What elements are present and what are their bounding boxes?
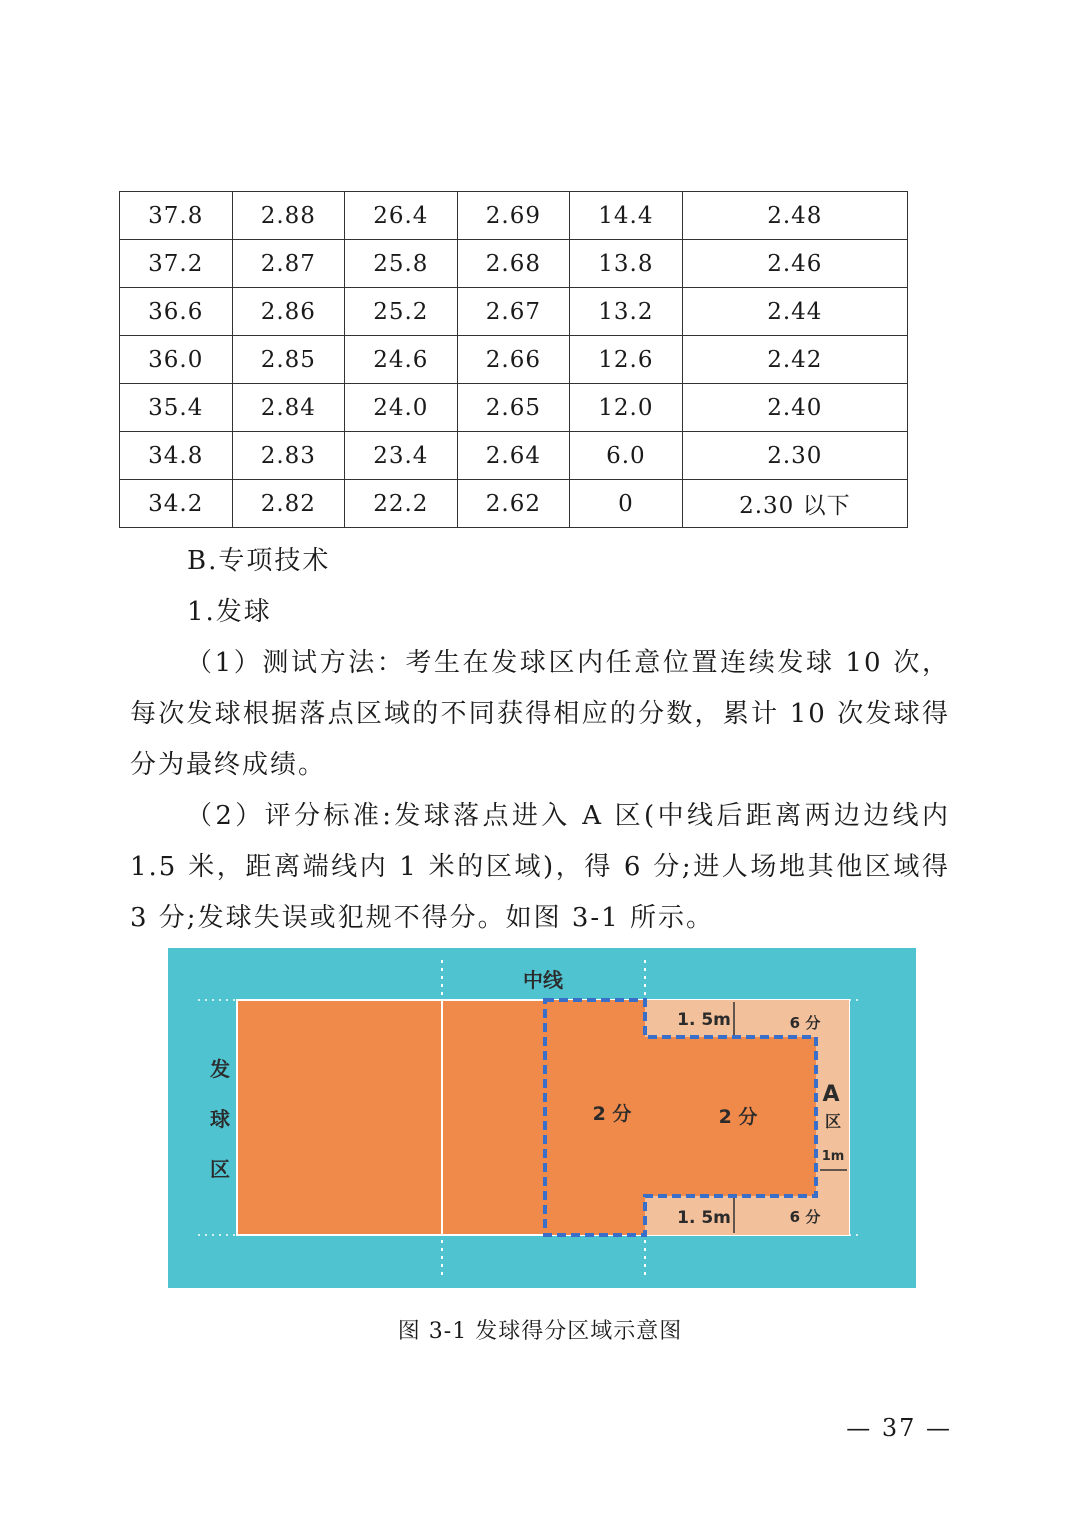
figure-caption: 图 3-1 发球得分区域示意图 [397, 1319, 683, 1344]
table-cell: 2.65 [457, 384, 570, 432]
dimension-top-label: 1. 5m [677, 1010, 731, 1030]
table-cell: 2.30 以下 [682, 480, 907, 528]
table-cell: 2.85 [232, 336, 345, 384]
table-row [120, 336, 908, 384]
table-cell: 24.6 [345, 336, 458, 384]
table-cell: 2.82 [232, 480, 345, 528]
table-cell: 22.2 [345, 480, 458, 528]
table-cell: 36.0 [120, 336, 233, 384]
subheading: 1.发球 [187, 597, 272, 627]
table-cell: 2.83 [232, 432, 345, 480]
score-center-left: 2 分 [592, 1103, 632, 1125]
table-cell: 25.2 [345, 288, 458, 336]
table-cell: 24.0 [345, 384, 458, 432]
table-cell: 12.6 [570, 336, 683, 384]
serve-zone-label-3: 区 [210, 1157, 230, 1181]
paragraph-test-method: （1）测试方法：考生在发球区内任意位置连续发球 10 次，每次发球根据落点区域的不同获得相应的分数，累计 10 次发球得分为最终成绩。 [130, 648, 950, 780]
table-cell: 37.8 [120, 192, 233, 240]
table-cell: 2.84 [232, 384, 345, 432]
table-cell: 2.44 [682, 288, 907, 336]
center-line-label: 中线 [523, 968, 563, 992]
table-cell: 2.30 [682, 432, 907, 480]
zone-a-letter: A [822, 1082, 840, 1107]
zone-a-word: 区 [824, 1112, 842, 1131]
table-cell: 13.8 [570, 240, 683, 288]
table-row [120, 480, 908, 528]
table-cell: 37.2 [120, 240, 233, 288]
table-cell: 2.68 [457, 240, 570, 288]
score-center-right: 2 分 [718, 1106, 758, 1128]
table-cell: 2.46 [682, 240, 907, 288]
table-cell: 2.48 [682, 192, 907, 240]
paragraph-scoring: （2）评分标准:发球落点进入 A 区(中线后距离两边边线内 1.5 米，距离端线内 1 米的区域)，得 6 分;进人场地其他区域得 3 分;发球失误或犯规不得分。如图 3-1 所示。 [130, 801, 950, 933]
score-bottom-right: 6 分 [789, 1208, 821, 1226]
table-cell: 34.8 [120, 432, 233, 480]
page-number: — 37 — [846, 1414, 952, 1442]
table-row [120, 240, 908, 288]
table-cell: 26.4 [345, 192, 458, 240]
table-cell: 23.4 [345, 432, 458, 480]
score-top-right: 6 分 [789, 1014, 821, 1032]
table-cell: 2.88 [232, 192, 345, 240]
table-cell: 35.4 [120, 384, 233, 432]
table-cell: 14.4 [570, 192, 683, 240]
dimension-end-label: 1m [821, 1149, 845, 1164]
table-cell: 12.0 [570, 384, 683, 432]
table-cell: 6.0 [570, 432, 683, 480]
serve-zone-label-2: 球 [210, 1107, 230, 1131]
table-row [120, 288, 908, 336]
score-table [119, 191, 908, 528]
table-cell: 34.2 [120, 480, 233, 528]
table-cell: 2.42 [682, 336, 907, 384]
table-cell: 2.86 [232, 288, 345, 336]
table-cell: 2.40 [682, 384, 907, 432]
table-cell: 36.6 [120, 288, 233, 336]
table-row [120, 384, 908, 432]
table-cell: 2.66 [457, 336, 570, 384]
section-heading: B.专项技术 [187, 546, 331, 576]
dimension-bottom-label: 1. 5m [677, 1208, 731, 1228]
table-cell: 2.64 [457, 432, 570, 480]
table-cell: 13.2 [570, 288, 683, 336]
serve-zone-label-1: 发 [210, 1057, 230, 1081]
table-cell: 2.62 [457, 480, 570, 528]
table-cell: 25.8 [345, 240, 458, 288]
table-cell: 2.67 [457, 288, 570, 336]
court-diagram [168, 948, 916, 1288]
table-cell: 2.69 [457, 192, 570, 240]
table-row [120, 192, 908, 240]
table-row [120, 432, 908, 480]
table-cell: 2.87 [232, 240, 345, 288]
table-cell: 0 [570, 480, 683, 528]
